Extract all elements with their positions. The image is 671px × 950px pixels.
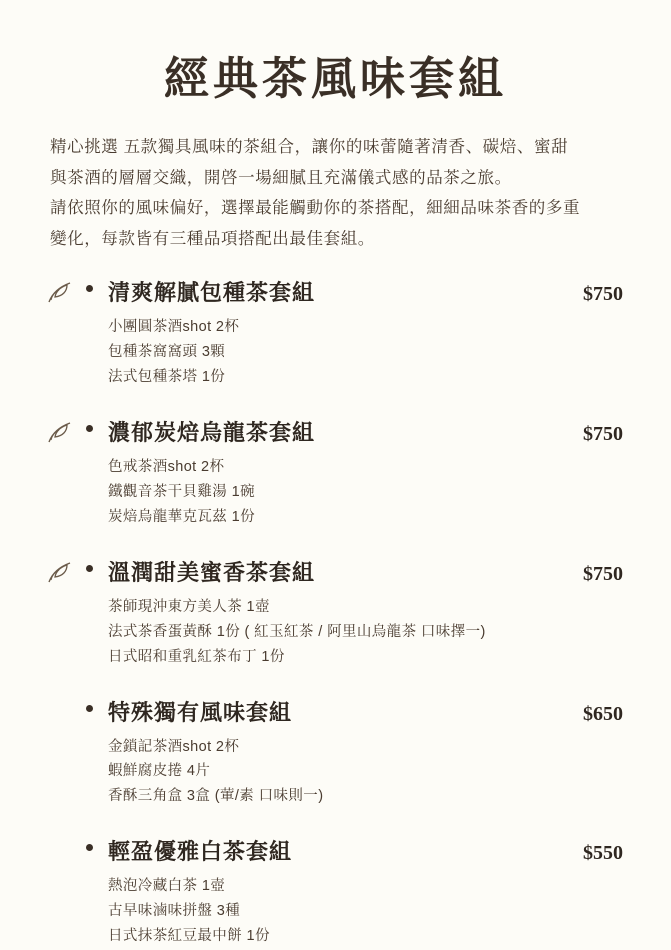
bullet-icon	[86, 844, 93, 851]
bullet-icon	[86, 565, 93, 572]
page-title: 經典茶風味套組	[163, 54, 507, 104]
detail-line: 鐵觀音茶干貝雞湯 1碗	[108, 483, 255, 500]
detail-line: 熱泡冷藏白茶 1壺	[108, 878, 226, 895]
menu-item-details	[108, 315, 633, 390]
menu-item-details	[108, 455, 633, 530]
menu-item-details	[108, 735, 633, 810]
intro-line-3: 請依照你的風味偏好，選擇最能觸動你的茶搭配，細細品味茶香的多重	[50, 199, 581, 218]
bullet-icon	[86, 285, 93, 292]
intro-paragraph	[38, 132, 633, 254]
detail-line: 法式包種茶塔 1份	[108, 368, 226, 385]
leaf-icon	[46, 560, 76, 586]
detail-line: 色戒茶酒shot 2杯	[108, 458, 225, 475]
menu-item-details	[108, 874, 633, 949]
detail-line: 炭焙烏龍華克瓦茲 1份	[108, 508, 255, 525]
menu-item	[38, 835, 633, 949]
menu-item-price: $750	[583, 562, 623, 585]
menu-item-price: $750	[583, 422, 623, 445]
menu-item-name: 清爽解膩包種茶套組	[108, 280, 316, 306]
detail-line: 古早味滷味拼盤 3種	[108, 903, 241, 920]
menu-item-name: 特殊獨有風味套組	[108, 699, 293, 725]
menu-item-header	[108, 416, 633, 447]
menu-item-header	[108, 835, 633, 866]
detail-line: 香酥三角盒 3盒 (葷/素 口味則一)	[108, 788, 324, 805]
bullet-icon	[86, 425, 93, 432]
menu-item	[38, 696, 633, 810]
menu-item-price: $550	[583, 842, 623, 865]
detail-line: 金鎖記茶酒shot 2杯	[108, 738, 240, 755]
menu-item-price: $750	[583, 283, 623, 306]
menu-item-price: $650	[583, 702, 623, 725]
intro-line-2: 與茶酒的層層交織，開啓一場細膩且充滿儀式感的品茶之旅。	[50, 168, 512, 187]
menu-item-name: 溫潤甜美蜜香茶套組	[108, 559, 316, 585]
detail-line: 茶師現沖東方美人茶 1壺	[108, 598, 270, 615]
leaf-icon	[46, 420, 76, 446]
bullet-icon	[86, 705, 93, 712]
menu-item	[38, 416, 633, 530]
intro-line-4: 變化，每款皆有三種品項搭配出最佳套組。	[50, 229, 375, 248]
detail-line: 日式昭和重乳紅茶布丁 1份	[108, 648, 285, 665]
menu-item-header	[108, 556, 633, 587]
menu-item-name: 輕盈優雅白茶套組	[108, 839, 293, 865]
intro-line-1: 精心挑選 五款獨具風味的茶組合，讓你的味蕾隨著清香、碳焙、蜜甜	[50, 138, 569, 156]
menu-item	[38, 276, 633, 390]
detail-line: 小團圓茶酒shot 2杯	[108, 319, 240, 336]
detail-line: 包種茶窩窩頭 3顆	[108, 344, 226, 360]
menu-item-header	[108, 276, 633, 307]
menu-item-header	[108, 696, 633, 727]
leaf-icon	[46, 280, 76, 306]
menu-item	[38, 556, 633, 670]
detail-line: 日式抹茶紅豆最中餅 1份	[108, 928, 270, 945]
menu-item-name: 濃郁炭焙烏龍茶套組	[108, 419, 316, 445]
detail-line: 蝦鮮腐皮捲 4片	[108, 763, 211, 780]
detail-line: 法式茶香蛋黃酥 1份 ( 紅玉紅茶 / 阿里山烏龍茶 口味擇一)	[108, 623, 486, 640]
menu-list	[38, 276, 633, 949]
menu-item-details	[108, 595, 633, 670]
